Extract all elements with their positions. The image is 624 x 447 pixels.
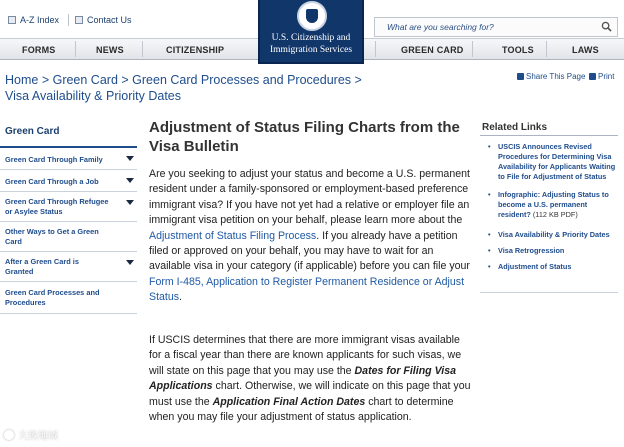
related-link-label: Infographic: Adjusting Status to become a U.S. permanent resident? — [498, 190, 609, 219]
related-links-rule — [480, 135, 618, 136]
form-i485-link[interactable]: Form I-485, Application to Register Permanent Residence or Adjust Status — [149, 275, 465, 304]
uscis-logo[interactable] — [258, 0, 364, 64]
watermark-text: 大致地域 — [18, 431, 58, 442]
dates-for-filing-emphasis: Dates for Filing Visa Applications — [149, 364, 456, 393]
breadcrumb-processes[interactable]: Green Card Processes and Procedures — [132, 73, 352, 87]
share-icon — [517, 73, 524, 80]
utility-separator — [68, 14, 69, 26]
paragraph-text: . If you already have a petition filed or approved on your behalf, you may have to wait for an available visa in your category (if applicable) before you can file your — [149, 229, 470, 273]
share-page-link[interactable] — [517, 72, 585, 81]
breadcrumb-home[interactable]: Home — [5, 73, 39, 87]
sidebar-item-refugee[interactable] — [0, 192, 137, 222]
breadcrumb-separator: > — [38, 73, 53, 87]
paragraph-text: . — [179, 291, 182, 304]
related-link-visa-availability[interactable] — [488, 230, 620, 240]
related-link-label: Visa Availability & Priority Dates — [498, 230, 610, 239]
sidebar-item-processes[interactable] — [0, 282, 137, 314]
chevron-down-icon[interactable] — [126, 178, 134, 183]
seal-shield-icon — [306, 9, 318, 23]
breadcrumb-current[interactable]: Visa Availability & Priority Dates — [5, 89, 182, 103]
nav-citizenship[interactable]: CITIZENSHIP — [166, 45, 225, 55]
sidebar-item-job[interactable] — [0, 170, 137, 192]
breadcrumb-separator: > — [117, 73, 133, 87]
search-box[interactable] — [374, 17, 618, 37]
related-links-list — [488, 142, 620, 277]
logo-text-line1: U.S. Citizenship and — [271, 33, 351, 43]
chart-usage-paragraph — [149, 333, 471, 425]
nav-news[interactable]: NEWS — [96, 45, 124, 55]
search-icon[interactable] — [601, 21, 612, 32]
related-link-adjustment-of-status[interactable] — [488, 262, 620, 272]
final-action-dates-emphasis: Application Final Action Dates — [212, 395, 366, 408]
related-link-label: USCIS Announces Revised Procedures for Determining Visa Availability for Applicants Waiting to File for Adjustment of Status — [498, 142, 616, 181]
index-icon — [8, 16, 16, 24]
related-links-title: Related Links — [482, 122, 548, 133]
paragraph-text: chart. Otherwise, we will indicate on this page that you must use the — [149, 380, 471, 408]
az-index-label: A-Z Index — [20, 15, 60, 25]
sidebar-item-label: Green Card Processes and Procedures — [5, 288, 100, 307]
nav-laws[interactable]: LAWS — [572, 45, 599, 55]
sidebar-item-label: Green Card Through a Job — [5, 177, 99, 186]
sidebar-title[interactable]: Green Card — [5, 126, 60, 137]
print-link[interactable] — [589, 72, 614, 81]
breadcrumb — [5, 72, 395, 104]
nav-green-card[interactable]: GREEN CARD — [401, 45, 464, 55]
print-label: Print — [598, 72, 615, 81]
sidebar-item-family[interactable] — [0, 148, 137, 170]
contact-icon — [75, 16, 83, 24]
paragraph-text: Are you seeking to adjust your status and become a U.S. permanent resident under a family-sponsored or employment-based preference immigrant visa? If you have not yet had a relative or employer file an immigrant visa petition on your behalf, please learn more about the — [149, 168, 470, 227]
nav-divider — [546, 41, 547, 57]
paragraph-text: If USCIS determines that there are more immigrant visas available for a fiscal year than there are known applicants for such visas, we will state on this page that you may use the — [149, 334, 462, 377]
nav-divider — [75, 41, 76, 57]
sidebar-item-after-granted[interactable] — [0, 252, 137, 282]
dhs-seal-icon — [297, 1, 327, 31]
watermark — [4, 427, 58, 442]
related-link-visa-retrogression[interactable] — [488, 246, 620, 256]
sidebar-item-label: Green Card Through Family — [5, 155, 103, 164]
az-index-link[interactable] — [8, 15, 59, 25]
sidebar-item-other-ways[interactable] — [0, 222, 137, 252]
page-title: Adjustment of Status Filing Charts from the Visa Bulletin — [149, 119, 460, 155]
sidebar-item-label: Other Ways to Get a Green Card — [5, 227, 99, 246]
nav-divider — [472, 41, 473, 57]
related-link-revised-procedures[interactable] — [488, 142, 620, 182]
contact-us-label: Contact Us — [87, 15, 132, 25]
nav-divider — [142, 41, 143, 57]
file-size-note: (112 KB PDF) — [530, 210, 578, 219]
nav-tools[interactable]: TOOLS — [502, 45, 534, 55]
related-link-label: Adjustment of Status — [498, 262, 572, 271]
contact-us-link[interactable] — [75, 15, 132, 25]
watermark-logo-icon — [4, 430, 14, 440]
paragraph-text: chart to determine when you may file your adjustment of status application. — [149, 395, 454, 424]
nav-divider — [375, 41, 376, 57]
breadcrumb-separator: > — [351, 73, 362, 87]
intro-paragraph — [149, 167, 471, 306]
sidebar-item-label: After a Green Card is Granted — [5, 257, 79, 276]
nav-forms[interactable]: FORMS — [22, 45, 56, 55]
breadcrumb-green-card[interactable]: Green Card — [52, 73, 118, 87]
chevron-down-icon[interactable] — [126, 260, 134, 265]
adjustment-filing-process-link[interactable]: Adjustment of Status Filing Process — [149, 229, 317, 242]
logo-text-line2: Immigration Services — [269, 45, 353, 55]
chevron-down-icon[interactable] — [126, 200, 134, 205]
printer-icon — [589, 73, 596, 80]
related-link-infographic[interactable] — [488, 190, 620, 220]
share-label: Share This Page — [526, 72, 586, 81]
search-input[interactable]: What are you searching for? — [387, 22, 494, 32]
related-links-bottom-rule — [480, 292, 618, 293]
chevron-down-icon[interactable] — [126, 156, 134, 161]
related-link-label: Visa Retrogression — [498, 246, 565, 255]
sidebar-item-label: Green Card Through Refugee or Asylee Status — [5, 197, 109, 216]
